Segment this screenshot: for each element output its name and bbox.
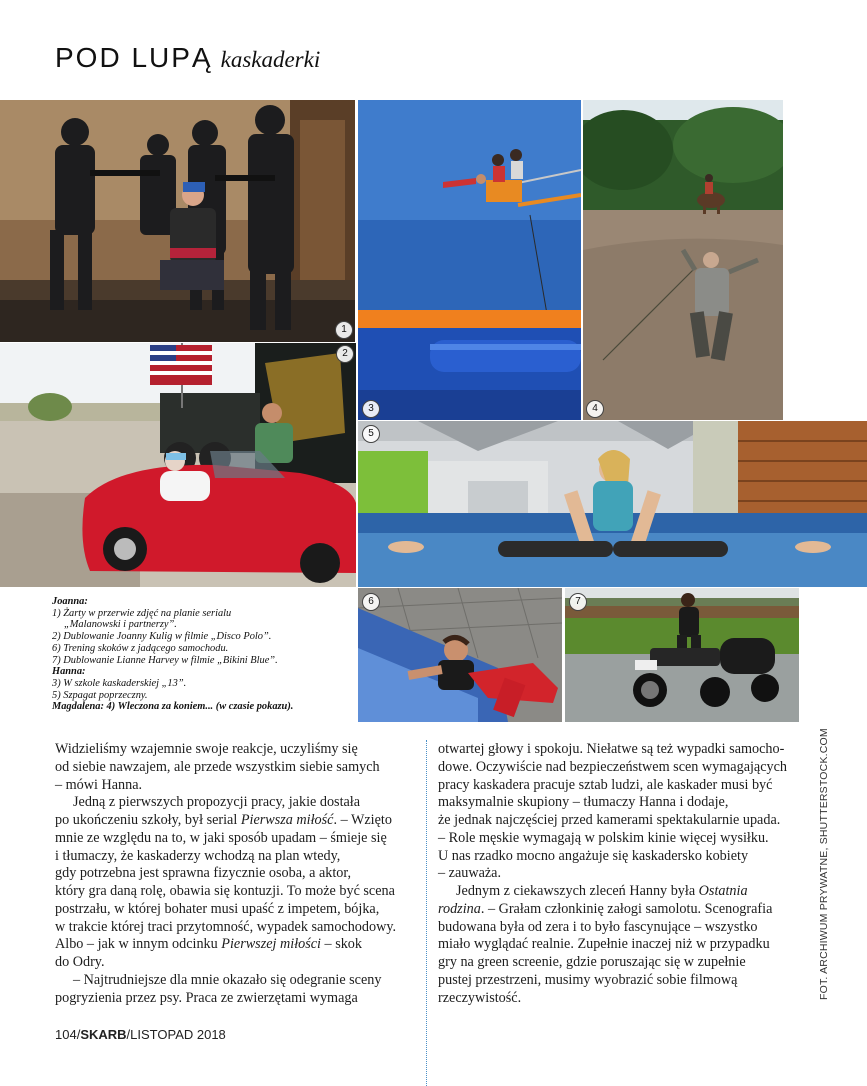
caption-line: 3) W szkole kaskaderskiej „13”. (52, 677, 187, 689)
section-subtitle: kaskaderki (220, 47, 321, 72)
title-rodzina: rodzina (438, 900, 481, 917)
body-line: pogryzienia przez psy. Praca ze zwierzętami wymaga (55, 989, 358, 1006)
body-line: gdy potrzebna jest sprawna fizycznie osoba, a aktor, (55, 865, 352, 882)
body-line: Jedną z pierwszych propozycji pracy, jakie dostała (73, 794, 361, 811)
body-line: Widzieliśmy wzajemnie swoje reakcje, uczyliśmy się (55, 741, 358, 757)
magazine-name: SKARB (80, 1027, 127, 1042)
caption-line: Hanna: (52, 666, 86, 678)
body-line: rzeczywistość. (438, 989, 522, 1006)
body-line: – zauważa. (438, 865, 502, 882)
caption-line: 6) Trening skoków z jadącego samochodu. (52, 642, 229, 654)
column-divider (426, 740, 427, 1086)
body-line: rodzina. – Grałam członkinię załogi samolotu. Scenografia (438, 900, 773, 917)
body-line: – mówi Hanna. (55, 776, 143, 793)
issue-date: /LISTOPAD 2018 (126, 1027, 226, 1042)
caption-line: 2) Dublowanie Joanny Kulig w filmie „Disco Polo”. (52, 631, 272, 643)
body-line: – Role męskie wymagają w polskim kinie więcej wysiłku. (438, 829, 769, 846)
photo-motorcycle (565, 588, 799, 722)
caption-line: Magdalena: 4) Wleczona za koniem... (w czasie pokazu). (52, 701, 294, 713)
photo-splits-gym (358, 421, 867, 587)
body-line: po ukończeniu szkoły, był serial Pierwsza miłość. – Wzięto (55, 812, 392, 828)
body-line: gry na green screenie, gdzie poruszając się w zupełnie (438, 954, 746, 970)
photo-captions (52, 596, 352, 713)
body-line: U nas rzadko mocno angażuje się kaskadersko kobiety (438, 847, 749, 864)
body-line: miało wyglądać realnie. Zupełnie inaczej niż w przypadku (438, 936, 770, 953)
body-line: który gra daną rolę, obawia się kontuzji. To może być scena (55, 883, 395, 899)
body-line: maksymalnie skupiony – tłumaczy Hanna i dodaje, (438, 794, 729, 811)
section-title: POD LUPĄ (55, 42, 213, 73)
photo-credit: FOT. ARCHIWUM PRYWATNE, SHUTTERSTOCK.COM (818, 728, 830, 1000)
photo-number-7: 7 (569, 593, 587, 611)
body-line: – Najtrudniejsze dla mnie okazało się odegranie sceny (73, 971, 382, 988)
body-line: budowana była od zera i to było fascynujące – wszystko (438, 918, 758, 935)
body-line: w trakcie której traci przytomność, wypadek samochodowy. (55, 918, 397, 935)
body-line: postrzału, w której bohater musi upaść z impetem, bójka, (55, 900, 380, 917)
photo-horse-drag (583, 100, 783, 420)
body-line: pracy kaskadera pracuje sztab ludzi, ale kaskader musi być (438, 776, 773, 793)
title-pierwsza-milosc: Pierwsza miłość (240, 812, 334, 828)
title-pierwszej-milosci: Pierwszej miłości (221, 936, 321, 953)
caption-line: Joanna: (52, 596, 88, 607)
caption-line: 1) Żarty w przerwie zdjęć na planie serialu (52, 607, 232, 619)
body-line: otwartej głowy i spokoju. Niełatwe są też wypadki samocho- (438, 741, 785, 757)
photo-number-2: 2 (336, 345, 354, 363)
body-line: mnie ze względu na to, w jaki sposób upadam – śmieje się (55, 829, 387, 846)
body-line: do Odry. (55, 954, 105, 970)
page-number: 104/ (55, 1027, 81, 1042)
photo-number-6: 6 (362, 593, 380, 611)
photo-mat-training (358, 588, 562, 722)
body-line: Jednym z ciekawszych zleceń Hanny była Ostatnia (456, 883, 748, 899)
photo-number-5: 5 (362, 425, 380, 443)
photo-red-car (0, 343, 356, 587)
caption-line: „Malanowski i partnerzy”. (64, 619, 177, 631)
caption-line: 5) Szpagat poprzeczny. (52, 689, 148, 701)
body-line: pustej przestrzeni, musimy wyobrazić sobie filmową (438, 971, 738, 988)
body-line: od siebie nawzajem, ale przede wszystkim siebie samych (55, 758, 380, 775)
body-line: i tłumaczy, że kaskaderzy wchodzą na plan wtedy, (55, 847, 341, 864)
photo-number-1: 1 (335, 321, 353, 339)
section-header (55, 42, 320, 82)
caption-line: 7) Dublowanie Lianne Harvey w filmie „Bikini Blue”. (52, 654, 278, 666)
page-footer (55, 1027, 226, 1042)
body-line: że jednak najczęściej przed kamerami spektakularnie upada. (438, 812, 781, 828)
photo-swat-team (0, 100, 355, 342)
article-column-right (438, 741, 803, 1007)
body-line: dowe. Oczywiście nad bezpieczeństwem scen wymagających (438, 758, 788, 775)
article-column-left (55, 741, 415, 1007)
photo-number-4: 4 (586, 400, 604, 418)
photo-number-3: 3 (362, 400, 380, 418)
photo-crane-jump (358, 100, 581, 420)
title-ostatnia: Ostatnia (698, 883, 748, 899)
body-line: Albo – jak w innym odcinku Pierwszej miłości – skok (55, 936, 362, 953)
